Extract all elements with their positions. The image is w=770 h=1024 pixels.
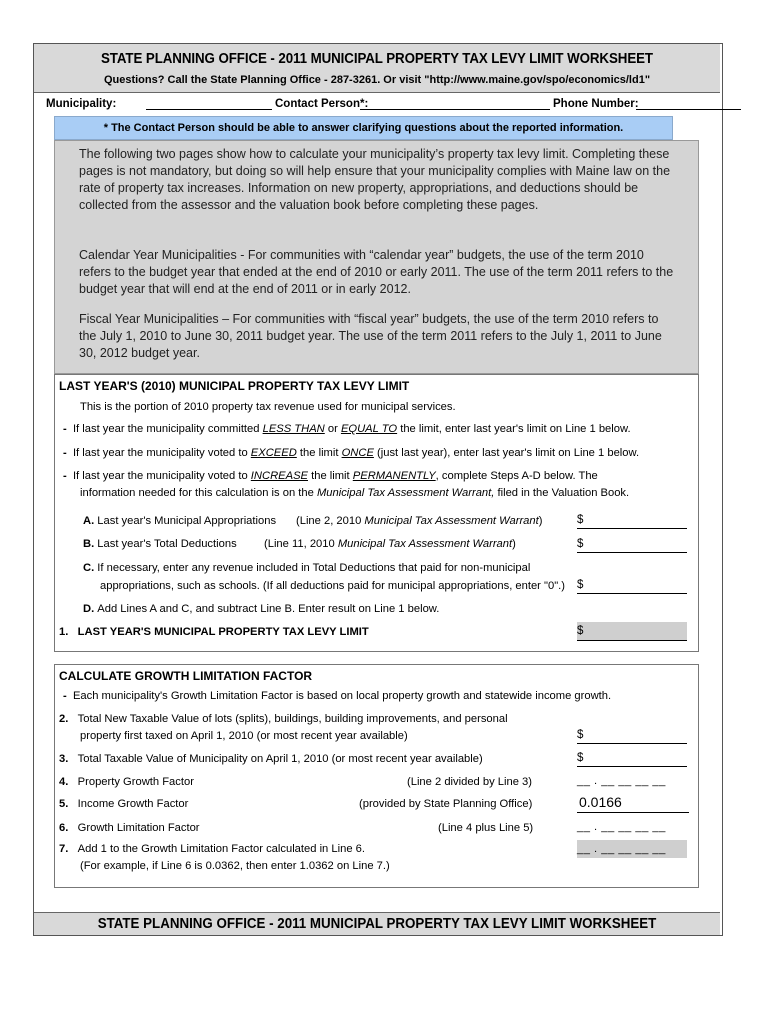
bullet-less-than: - If last year the municipality committed LESS THAN or EQUAL TO the limit, enter last year's limit on Line 1 below.	[63, 423, 631, 435]
line-4-reference: (Line 2 divided by Line 3)	[407, 776, 533, 788]
line-6-amount-field[interactable]: __ . __ __ __ __	[577, 821, 666, 833]
intro-paragraph-calendar: Calendar Year Municipalities - For communities with “calendar year” budgets, the use of the term 2010 refers to the budget year that ended at the end of 2010 or early 2011. The use of the term 2011 refers to the budget year that will end at the end of 2011 or in early 2012.	[79, 248, 674, 296]
intro-paragraph-fiscal: Fiscal Year Municipalities – For communities with “fiscal year” budgets, the use of the term 2010 refers to the July 1, 2010 to June 30, 2011 budget year. The use of the term 2011 refers to the July 1, 2011 to June 30, 2012 budget year.	[79, 312, 662, 360]
growth-heading: CALCULATE GROWTH LIMITATION FACTOR	[59, 669, 313, 683]
line-4-amount-field[interactable]: __ . __ __ __ __	[577, 775, 666, 787]
line-3-amount-field[interactable]: $	[577, 752, 687, 767]
line-5-income-growth-value: 0.0166	[577, 794, 689, 813]
line-1-row: 1. LAST YEAR'S MUNICIPAL PROPERTY TAX LEVY LIMIT	[59, 626, 369, 638]
footer-banner	[34, 912, 720, 935]
step-c-amount-field[interactable]: $	[577, 579, 687, 594]
line-5-reference: (provided by State Planning Office)	[359, 798, 533, 810]
footer-title: STATE PLANNING OFFICE - 2011 MUNICIPAL PROPERTY TAX LEVY LIMIT WORKSHEET	[97, 916, 657, 932]
growth-factor-section	[54, 664, 699, 888]
page-title: STATE PLANNING OFFICE - 2011 MUNICIPAL PROPERTY TAX LEVY LIMIT WORKSHEET	[101, 51, 653, 67]
phone-number-label: Phone Number:	[553, 98, 639, 110]
header-banner	[34, 44, 720, 93]
line-2-row-line2: property first taxed on April 1, 2010 (or most recent year available)	[80, 730, 408, 742]
intro-paragraph-1: The following two pages show how to calculate your municipality’s property tax levy limit. Completing these pages is not mandatory, but doing so will help ensure that your municipality complies with Maine law on the rate of property tax increases. Information on new property, appropriations, and deductions should be collected from the assessor and the valuation book before completing these pages.	[79, 147, 671, 212]
last-year-section	[54, 374, 699, 652]
step-b-row: B. Last year's Total Deductions	[83, 538, 237, 550]
intro-box	[54, 140, 699, 374]
questions-line: Questions? Call the State Planning Office - 287-3261. Or visit "http://www.maine.gov/spo/economics/ld1"	[103, 74, 651, 86]
step-a-amount-field[interactable]: $	[577, 514, 687, 529]
line-7-amount-field[interactable]: __ . __ __ __ __	[577, 840, 687, 858]
step-c-row: C. If necessary, enter any revenue included in Total Deductions that paid for non-municipal	[83, 562, 531, 574]
step-d-row: D. Add Lines A and C, and subtract Line B. Enter result on Line 1 below.	[83, 603, 440, 615]
municipality-field[interactable]	[146, 98, 272, 110]
step-b-amount-field[interactable]: $	[577, 538, 687, 553]
last-year-description: This is the portion of 2010 property tax revenue used for municipal services.	[80, 401, 456, 413]
growth-note: - Each municipality's Growth Limitation Factor is based on local property growth and statewide income growth.	[63, 690, 612, 702]
step-a-reference: (Line 2, 2010 Municipal Tax Assessment Warrant)	[296, 515, 543, 527]
step-b-reference: (Line 11, 2010 Municipal Tax Assessment Warrant)	[264, 538, 516, 550]
line-2-amount-field[interactable]: $	[577, 729, 687, 744]
line-5-row: 5. Income Growth Factor	[59, 798, 189, 810]
line-7-row-line2: (For example, if Line 6 is 0.0362, then enter 1.0362 on Line 7.)	[80, 860, 390, 872]
line-7-row: 7. Add 1 to the Growth Limitation Factor calculated in Line 6.	[59, 843, 365, 855]
line-3-row: 3. Total Taxable Value of Municipality on April 1, 2010 (or most recent year available)	[59, 753, 483, 765]
line-4-row: 4. Property Growth Factor	[59, 776, 194, 788]
last-year-heading: LAST YEAR'S (2010) MUNICIPAL PROPERTY TAX LEVY LIMIT	[59, 379, 410, 393]
line-6-reference: (Line 4 plus Line 5)	[438, 822, 534, 834]
municipality-label: Municipality:	[46, 98, 117, 110]
bullet-exceed-once: - If last year the municipality voted to EXCEED the limit ONCE (just last year), enter last year's limit on Line 1 below.	[63, 447, 640, 459]
contact-person-field[interactable]	[360, 98, 550, 110]
line-6-row: 6. Growth Limitation Factor	[59, 822, 200, 834]
bullet-increase-line2: information needed for this calculation is on the Municipal Tax Assessment Warrant, filed in the Valuation Book.	[80, 487, 630, 499]
phone-number-field[interactable]	[636, 98, 741, 110]
contact-person-note: * The Contact Person should be able to answer clarifying questions about the reported information.	[54, 116, 673, 140]
bullet-increase-permanently: - If last year the municipality voted to INCREASE the limit PERMANENTLY, complete Steps A-D below. The	[63, 470, 598, 482]
line-1-amount-field[interactable]: $	[577, 622, 687, 641]
contact-person-label: Contact Person*:	[275, 98, 369, 110]
step-c-row-line2: appropriations, such as schools. (If all deductions paid for municipal appropriations, enter "0".)	[100, 580, 566, 592]
line-2-row: 2. Total New Taxable Value of lots (splits), buildings, building improvements, and personal	[59, 713, 508, 725]
step-a-row: A. Last year's Municipal Appropriations	[83, 515, 277, 527]
